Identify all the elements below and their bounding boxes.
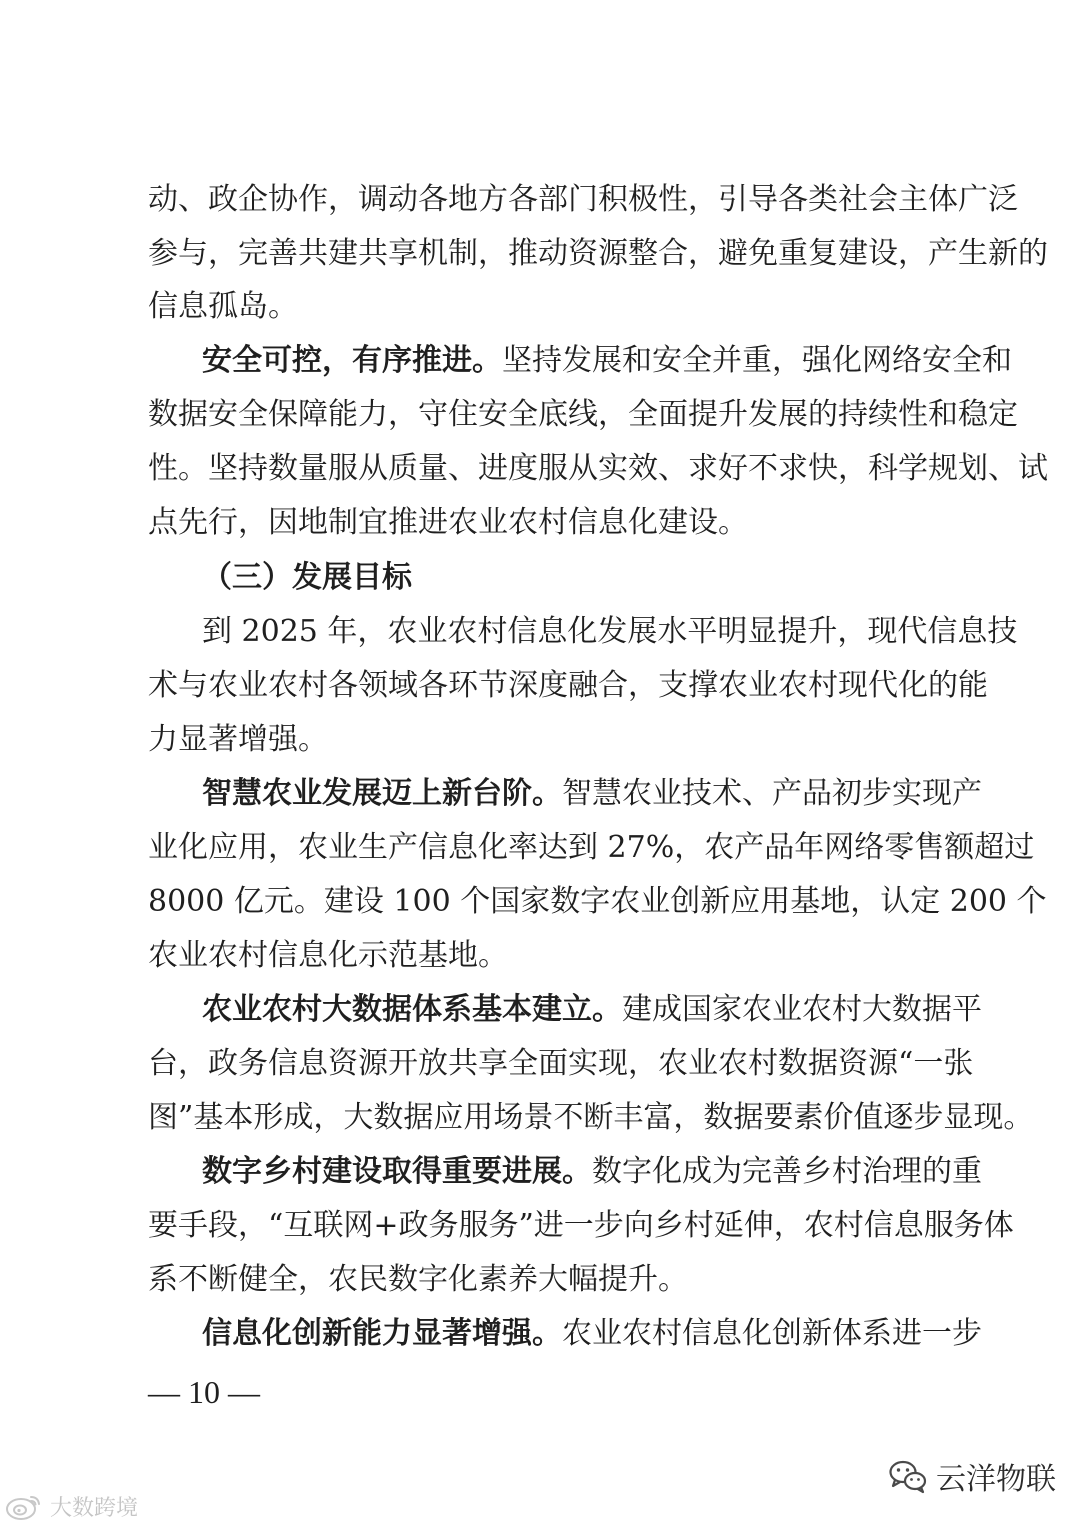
text-line bbox=[0, 558, 1080, 598]
text-run: 农业农村信息化创新体系进一步 bbox=[562, 1316, 982, 1351]
text-run: 数字化成为完善乡村治理的重 bbox=[592, 1154, 982, 1189]
text-line bbox=[0, 395, 1080, 435]
text-line bbox=[0, 666, 1080, 706]
text-line bbox=[0, 828, 1080, 868]
paragraph-heading: 安全可控，有序推进。 bbox=[202, 343, 502, 378]
wechat-icon bbox=[888, 1458, 928, 1494]
watermark-left bbox=[4, 1488, 138, 1524]
text-line bbox=[0, 1314, 1080, 1354]
text-line bbox=[0, 1044, 1080, 1084]
text-run: 台，政务信息资源开放共享全面实现，农业农村数据资源“一张 bbox=[148, 1046, 974, 1081]
page-number: — 10 — bbox=[148, 1374, 260, 1410]
text-line bbox=[0, 449, 1080, 489]
watermark-left-text: 大数跨境 bbox=[50, 1495, 139, 1521]
text-run: 性。坚持数量服从质量、进度服从实效、求好不求快，科学规划、试 bbox=[148, 451, 1048, 486]
paragraph-heading: 信息化创新能力显著增强。 bbox=[202, 1316, 562, 1351]
text-run: 要手段，“互联网+政务服务”进一步向乡村延伸，农村信息服务体 bbox=[148, 1208, 1014, 1243]
text-run: 农业农村信息化示范基地。 bbox=[148, 938, 508, 973]
text-line bbox=[0, 882, 1080, 922]
text-line bbox=[0, 180, 1080, 220]
text-run: 坚持发展和安全并重，强化网络安全和 bbox=[502, 343, 1012, 378]
text-run: 参与，完善共建共享机制，推动资源整合，避免重复建设，产生新的 bbox=[148, 236, 1048, 271]
text-line bbox=[0, 1098, 1080, 1138]
text-run: 动、政企协作，调动各地方各部门积极性，引导各类社会主体广泛 bbox=[148, 182, 1018, 217]
text-run: 8000 亿元。建设 100 个国家数字农业创新应用基地，认定 200 个 bbox=[148, 884, 1047, 919]
text-line bbox=[0, 1260, 1080, 1300]
text-run: 系不断健全，农民数字化素养大幅提升。 bbox=[148, 1262, 688, 1297]
text-line bbox=[0, 341, 1080, 381]
watermark-right-text: 云洋物联 bbox=[936, 1462, 1056, 1497]
paragraph-heading: 农业农村大数据体系基本建立。 bbox=[202, 992, 622, 1027]
text-line bbox=[0, 936, 1080, 976]
paragraph-heading: 数字乡村建设取得重要进展。 bbox=[202, 1154, 592, 1189]
paragraph-heading: （三）发展目标 bbox=[202, 560, 412, 595]
text-line bbox=[0, 1206, 1080, 1246]
text-run: 点先行，因地制宜推进农业农村信息化建设。 bbox=[148, 505, 748, 540]
text-line bbox=[0, 1152, 1080, 1192]
text-line bbox=[0, 503, 1080, 543]
text-run: 力显著增强。 bbox=[148, 722, 328, 757]
text-line bbox=[0, 612, 1080, 652]
text-line bbox=[0, 990, 1080, 1030]
text-run: 到 2025 年，农业农村信息化发展水平明显提升，现代信息技 bbox=[202, 614, 1018, 649]
text-line bbox=[0, 234, 1080, 274]
text-run: 信息孤岛。 bbox=[148, 289, 298, 324]
text-run: 数据安全保障能力，守住安全底线，全面提升发展的持续性和稳定 bbox=[148, 397, 1018, 432]
weibo-icon bbox=[4, 1491, 44, 1521]
text-run: 图”基本形成，大数据应用场景不断丰富，数据要素价值逐步显现。 bbox=[148, 1100, 1034, 1135]
text-run: 术与农业农村各领域各环节深度融合，支撑农业农村现代化的能 bbox=[148, 668, 988, 703]
text-run: 智慧农业技术、产品初步实现产 bbox=[562, 776, 982, 811]
text-run: 业化应用，农业生产信息化率达到 27%，农产品年网络零售额超过 bbox=[148, 830, 1035, 865]
text-run: 建成国家农业农村大数据平 bbox=[622, 992, 982, 1027]
text-line bbox=[0, 287, 1080, 327]
paragraph-heading: 智慧农业发展迈上新台阶。 bbox=[202, 776, 562, 811]
watermark-right bbox=[888, 1454, 1056, 1498]
text-line bbox=[0, 774, 1080, 814]
text-line bbox=[0, 720, 1080, 760]
